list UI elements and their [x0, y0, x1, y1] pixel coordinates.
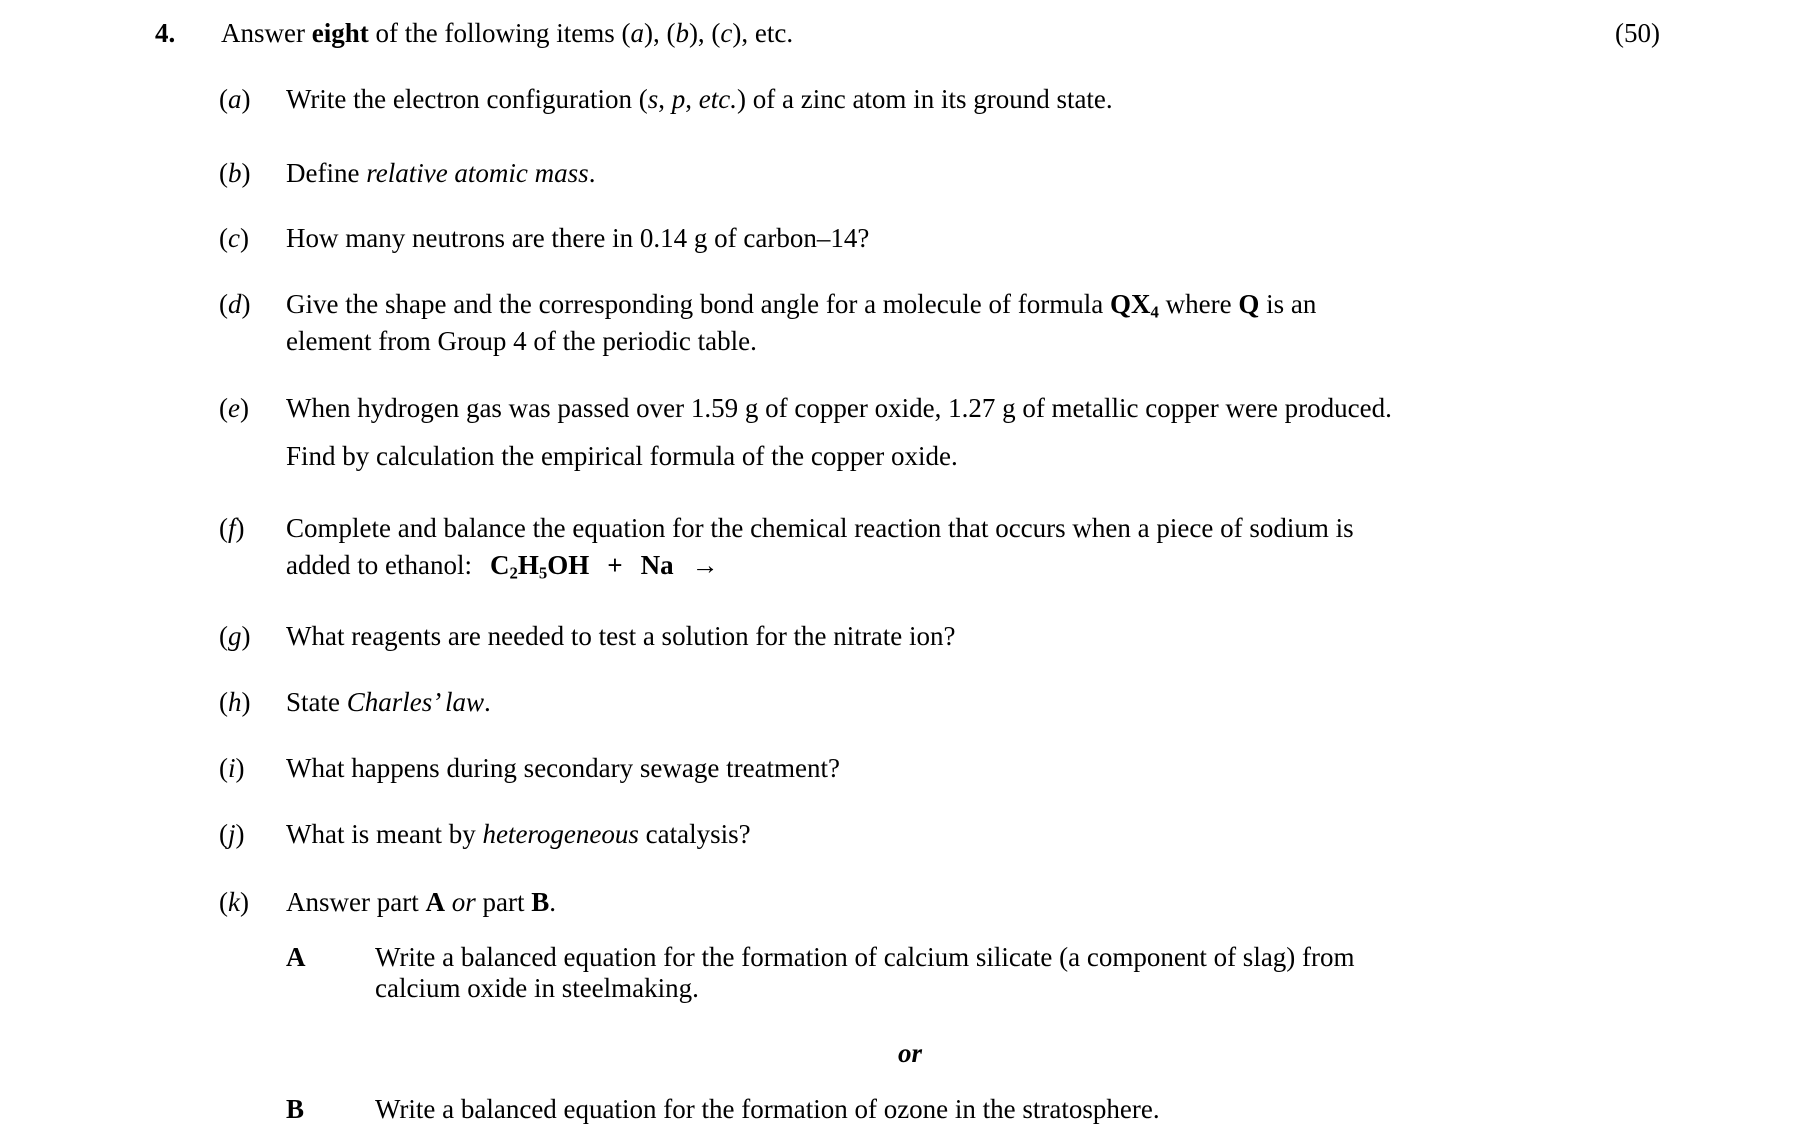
item-text-line2: Find by calculation the empirical formula of the copper oxide. [286, 441, 958, 471]
item-text: State Charles’ law. [286, 687, 491, 717]
instruction-c: c [720, 18, 733, 48]
part-a-text: Write a balanced equation for the formation of calcium silicate (a component of slag) from [375, 942, 1355, 972]
item-label: (d) [219, 289, 251, 319]
marks: (50) [1615, 18, 1660, 48]
item-text-line2: element from Group 4 of the periodic table. [286, 326, 757, 356]
item-text: What is meant by heterogeneous catalysis? [286, 819, 751, 849]
item-label: (c) [219, 223, 249, 253]
instruction-pre: Answer [221, 18, 312, 48]
equation: $C_2H_5OH + Na$ → [489, 550, 719, 583]
item-text: Define relative atomic mass. [286, 158, 596, 188]
item-text: What reagents are needed to test a solution for the nitrate ion? [286, 621, 956, 651]
or-separator: or [898, 1038, 923, 1068]
item-label: (h) [219, 687, 251, 717]
formula-qx4: $QX_4$ [1109, 289, 1159, 322]
part-b-label: B [286, 1094, 305, 1124]
part-b-text: Write a balanced equation for the formation of ozone in the stratosphere. [375, 1094, 1160, 1124]
item-text: How many neutrons are there in 0.14 g of carbon–14? [286, 223, 870, 253]
part-a-text-line2: calcium oxide in steelmaking. [375, 973, 699, 1003]
item-label: (g) [219, 621, 251, 651]
instruction-b: b [675, 18, 689, 48]
instruction-text: of the following items ( [368, 18, 631, 48]
item-text: When hydrogen gas was passed over 1.59 g of copper oxide, 1.27 g of metallic copper were produced. [286, 393, 1392, 423]
instruction-eight: eight [311, 18, 369, 48]
item-text-line2: added to ethanol: $C_2H_5OH + Na$ → [286, 550, 719, 583]
part-a-label: A [286, 942, 306, 972]
item-text: Write the electron configuration (s, p, etc.) of a zinc atom in its ground state. [286, 84, 1113, 114]
instruction-sep: ), ( [643, 18, 676, 48]
item-text: Answer part A or part B. [286, 887, 556, 917]
item-label: (j) [219, 819, 245, 849]
item-label: (i) [219, 753, 245, 783]
question-instruction [221, 18, 793, 48]
item-label: (b) [219, 158, 251, 188]
item-text: Complete and balance the equation for the chemical reaction that occurs when a piece of sodium is [286, 513, 1354, 543]
item-label: (f) [219, 513, 245, 543]
instruction-a: a [630, 18, 644, 48]
item-label: (e) [219, 393, 249, 423]
item-text: What happens during secondary sewage treatment? [286, 753, 841, 783]
instruction-end: ), etc. [732, 18, 794, 48]
arrow-icon: → [691, 550, 719, 580]
question-number: 4. [155, 18, 176, 48]
item-label: (k) [219, 887, 249, 917]
item-text: Give the shape and the corresponding bond angle for a molecule of formula $QX_4$ where Q is an [286, 289, 1317, 322]
item-label: (a) [219, 84, 251, 114]
instruction-sep: ), ( [688, 18, 721, 48]
